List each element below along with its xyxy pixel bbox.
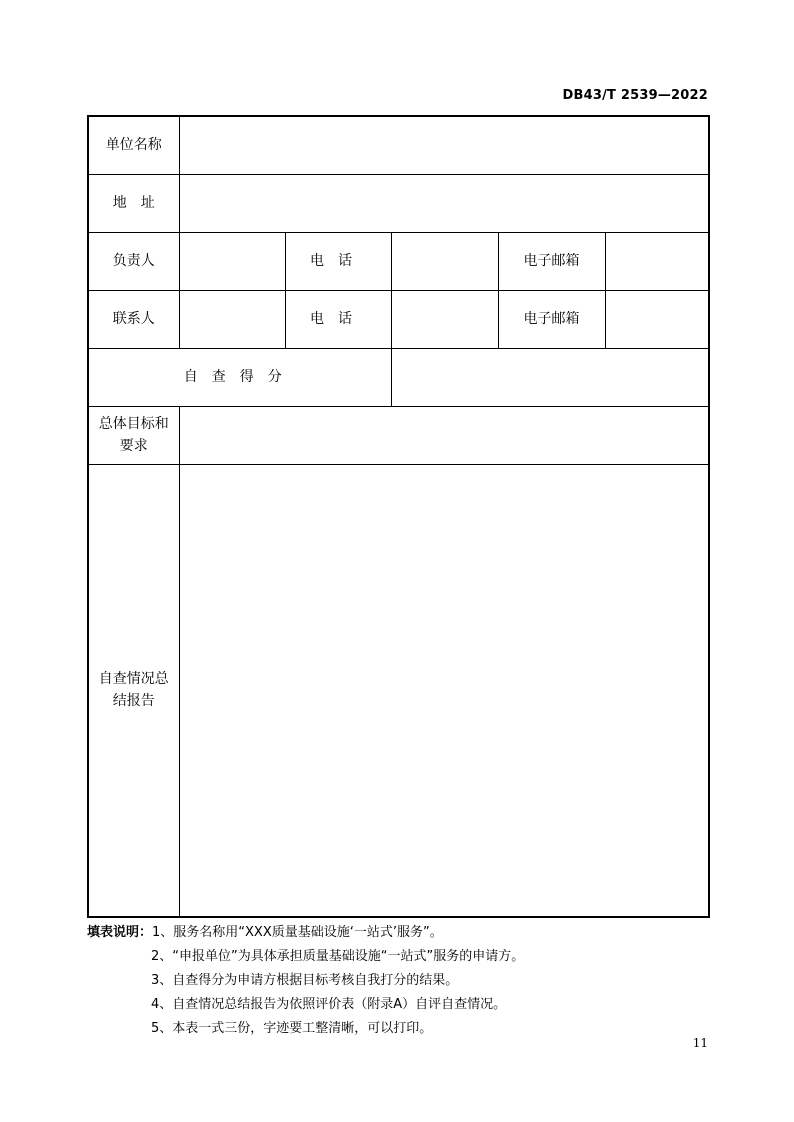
instructions-title: 填表说明： (87, 925, 153, 940)
instruction-item: 3、自查得分为申请方根据目标考核自我打分的结果。 (151, 973, 459, 988)
contact-email-label: 电子邮箱 (498, 290, 605, 348)
report-label-line1: 自查情况总 (98, 671, 169, 688)
goals-label (88, 406, 179, 464)
filling-instructions (87, 921, 524, 1041)
report-label (88, 464, 179, 917)
contact-email-field[interactable] (605, 290, 709, 348)
self-score-field[interactable] (391, 348, 709, 406)
row-address (88, 174, 709, 232)
address-label: 地 址 (88, 174, 179, 232)
contact-phone-label: 电话 (285, 290, 391, 348)
instruction-line-1 (87, 921, 524, 945)
goals-field[interactable] (179, 406, 709, 464)
instruction-item: 2、“申报单位”为具体承担质量基础设施“一站式”服务的申请方。 (151, 949, 525, 964)
responsible-phone-label: 电话 (285, 232, 391, 290)
row-unit-name (88, 116, 709, 174)
row-goals (88, 406, 709, 464)
goals-label-line1: 总体目标和 (98, 416, 169, 432)
unit-name-label: 单位名称 (88, 116, 179, 174)
responsible-field[interactable] (179, 232, 285, 290)
unit-name-field[interactable] (179, 116, 709, 174)
page-number: 11 (692, 1036, 708, 1050)
row-report (88, 464, 709, 917)
contact-field[interactable] (179, 290, 285, 348)
responsible-label: 负责人 (88, 232, 179, 290)
responsible-phone-field[interactable] (391, 232, 498, 290)
responsible-email-label: 电子邮箱 (498, 232, 605, 290)
address-field[interactable] (179, 174, 709, 232)
self-score-label: 自查得分 (88, 348, 391, 406)
report-label-line2: 结报告 (112, 693, 155, 710)
responsible-email-field[interactable] (605, 232, 709, 290)
instruction-item: 1、服务名称用“XXX质量基础设施‘一站式’服务”。 (152, 925, 443, 940)
contact-label: 联系人 (88, 290, 179, 348)
application-form-table (87, 115, 710, 918)
standard-code: DB43/T 2539—2022 (562, 88, 708, 103)
goals-label-line2: 要求 (119, 438, 148, 454)
instruction-item: 4、自查情况总结报告为依照评价表（附录A）自评自查情况。 (151, 997, 507, 1012)
contact-phone-field[interactable] (391, 290, 498, 348)
row-contact (88, 290, 709, 348)
report-field[interactable] (179, 464, 709, 917)
row-self-score (88, 348, 709, 406)
row-responsible (88, 232, 709, 290)
instruction-item: 5、本表一式三份，字迹要工整清晰，可以打印。 (151, 1021, 433, 1036)
